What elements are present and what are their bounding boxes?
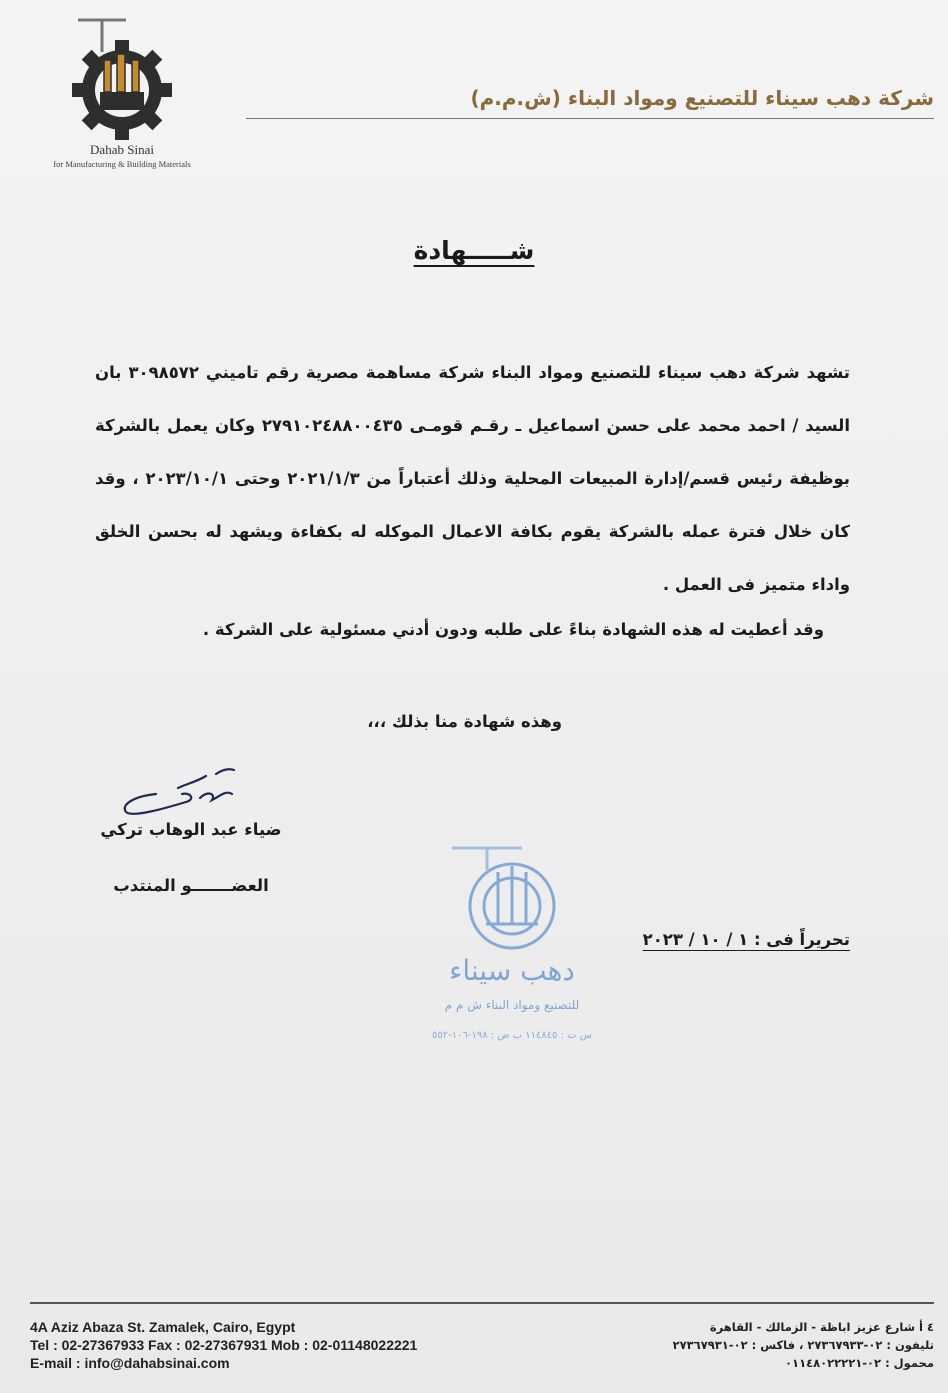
- page-title: [0, 236, 948, 265]
- handwritten-signature: [116, 764, 246, 824]
- body-paragraph: تشهد شركة دهب سيناء للتصنيع ومواد البناء شركة مساهمة مصرية رقم تاميني ٣٠٩٨٥٧٢ بان السيد / احمد محمد على حسن اسماعيل ـ رقـم قومـى ٢٧٩١٠٢٤٨٨٠٠٤٣٥ وكان يعمل بالشركة بوظيفة رئيس قسم/إدارة المبيعات المحلية وذلك أعتباراً من ٢٠٢١/١/٣ وحتى ٢٠٢٣/١٠/١ ، وقد كان خلال فترة عمله بالشركة يقوم بكافة الاعمال الموكله له بكفاءة ويشهد له بحسن الخلق واداء متميز فى العمل .: [95, 363, 851, 594]
- factory-gear-icon: [66, 12, 178, 140]
- stamp-company-type: للتصنيع ومواد البناء ش م م: [444, 998, 580, 1012]
- stamp-company-name: دهب سيناء: [449, 954, 575, 987]
- footer-english: [30, 1318, 417, 1372]
- footer-address-ar: ٤ أ شارع عزيز اباظة - الزمالك - القاهرة: [709, 1320, 934, 1334]
- closing-salutation: وهذه شهادة منا بذلك ،،،: [367, 712, 562, 731]
- signatory-title: العضـــــــو المنتدب: [113, 876, 269, 895]
- logo-name: Dahab Sinai: [90, 142, 154, 157]
- footer-phones-ar: تليفون : ٠٢-٢٧٣٦٧٩٣٣ ، فاكس : ٠٢-٢٧٣٦٧٩٣١: [672, 1338, 934, 1352]
- footer-phones-en: Tel : 02-27367933 Fax : 02-27367931 Mob : 02-01148022221: [30, 1337, 418, 1353]
- closing-statement: وقد أعطيت له هذه الشهادة بناءً على طلبه ودون أدني مسئولية على الشركة .: [202, 620, 824, 639]
- footer-address-en: 4A Aziz Abaza St. Zamalek, Cairo, Egypt: [30, 1319, 296, 1335]
- logo-subtitle: for Manufacturing & Building Materials: [53, 159, 191, 169]
- footer-email-en: E-mail : info@dahabsinai.com: [30, 1355, 230, 1371]
- footer-mobile-ar: محمول : ٠٢-٠١١٤٨٠٢٢٢٢١: [785, 1356, 934, 1370]
- stamp-registration: س ت : ١١٤٨٤٥ ب ض : ١٩٨-١٠٦-٥٥٢: [432, 1030, 592, 1041]
- company-stamp: [412, 834, 612, 1064]
- header-divider: [246, 118, 934, 119]
- company-logo: [22, 12, 222, 169]
- footer-arabic: [673, 1318, 934, 1372]
- page-title-text: شـــــهادة: [413, 236, 535, 265]
- certificate-body: [95, 346, 850, 611]
- stamp-emblem-icon: [412, 834, 612, 964]
- footer-divider: [30, 1302, 934, 1304]
- company-name-header: شركة دهب سيناء للتصنيع ومواد البناء (ش.م.م): [470, 86, 934, 110]
- issue-date: تحريراً فى : ١ / ١٠ / ٢٠٢٣: [642, 930, 850, 949]
- signatory-name: ضياء عبد الوهاب تركي: [100, 820, 282, 839]
